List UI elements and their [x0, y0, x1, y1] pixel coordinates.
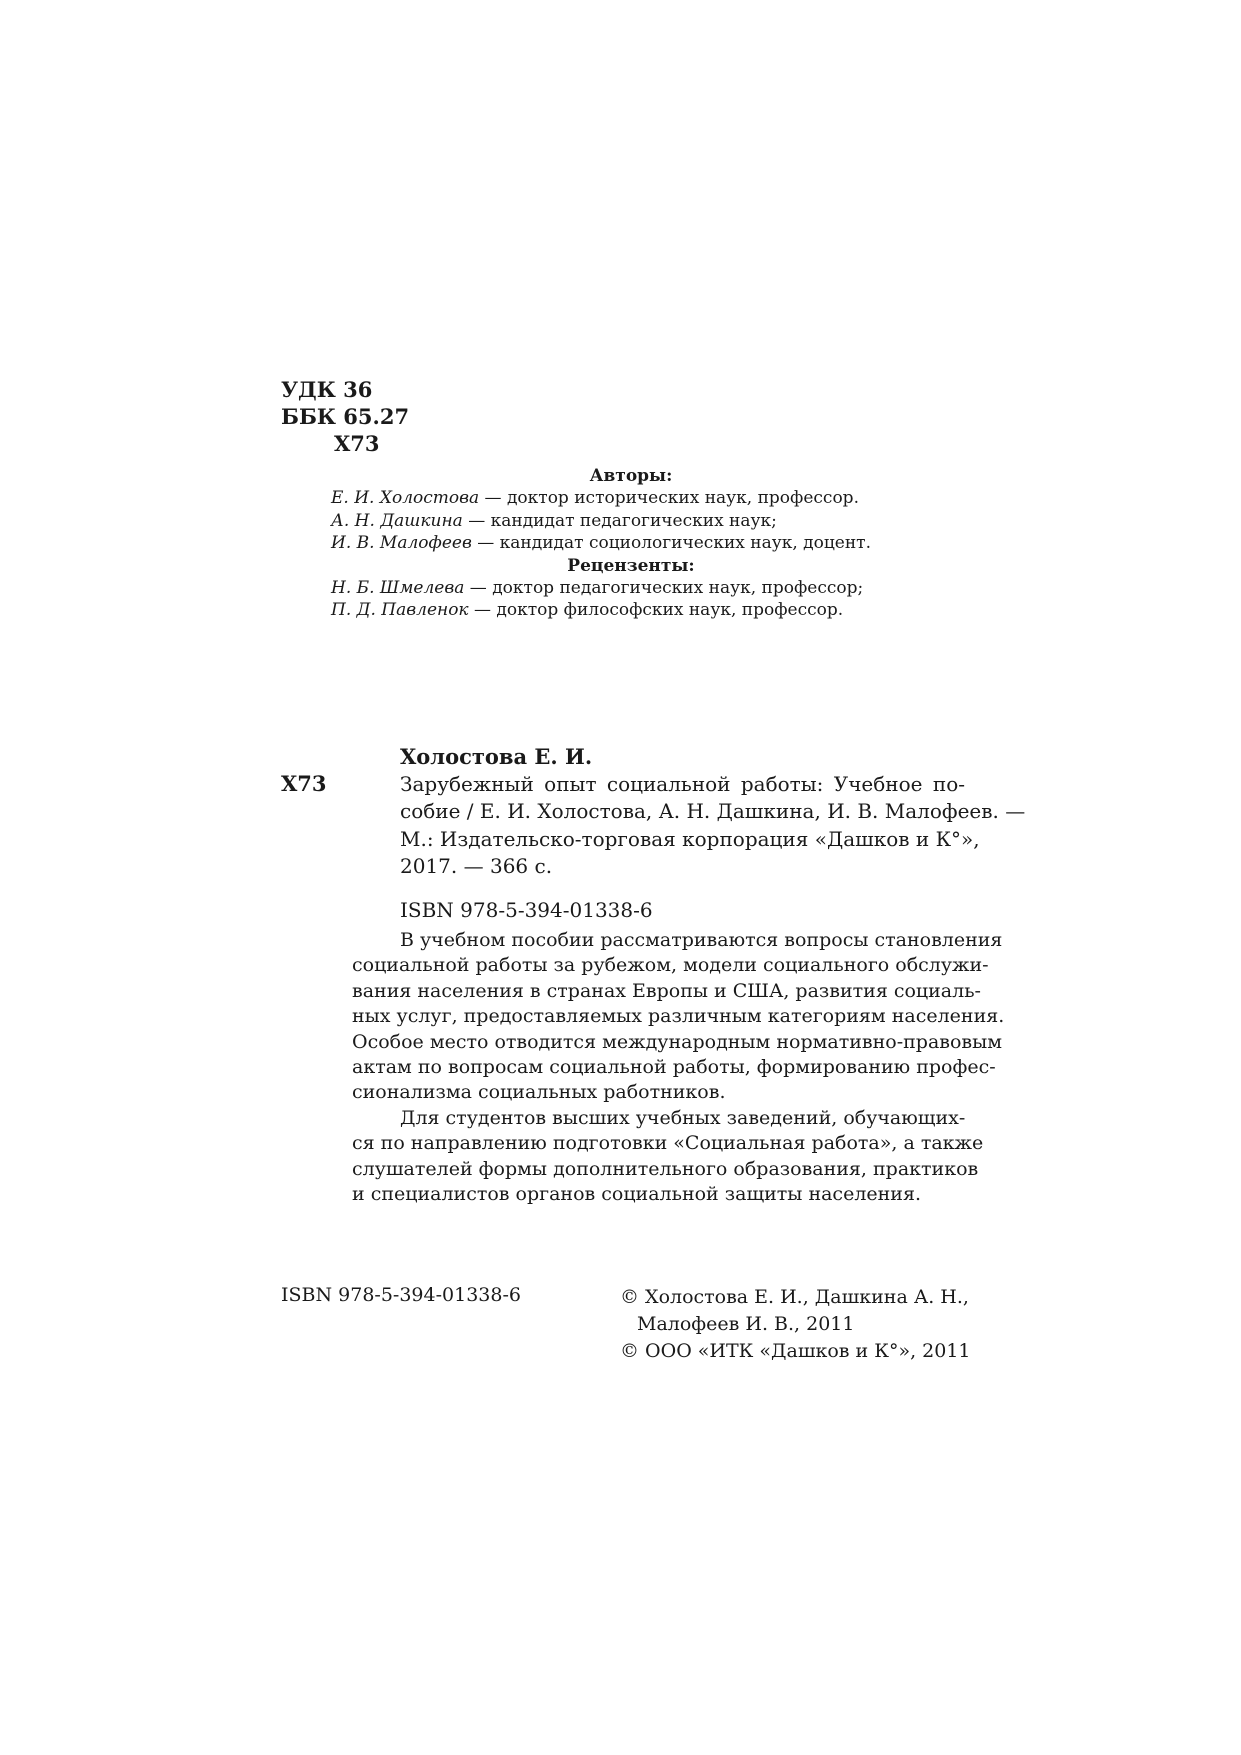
- author-mark: Х73: [334, 431, 380, 456]
- annotation-line: В учебном пособии рассматриваются вопросы становления: [400, 929, 1003, 951]
- annotation-line: вания населения в странах Европы и США, развития социаль-: [352, 979, 981, 1002]
- record-line: 2017. — 366 с.: [400, 854, 553, 878]
- author-line: Е. И. Холостова — доктор исторических наук, профессор.: [331, 488, 859, 509]
- footer-isbn: ISBN 978-5-394-01338-6: [281, 1284, 521, 1306]
- annotation-line: ся по направлению подготовки «Социальная работа», а также: [352, 1132, 984, 1155]
- copyright-authors: © Холостова Е. И., Дашкина А. Н.,: [620, 1286, 969, 1308]
- author-line: И. В. Малофеев — кандидат социологических наук, доцент.: [331, 533, 871, 554]
- annotation-line: Для студентов высших учебных заведений, обучающих-: [400, 1106, 966, 1129]
- record-line: М.: Издательско-торговая корпорация «Дашков и К°»,: [400, 826, 980, 851]
- udk-code: УДК 36: [281, 377, 373, 402]
- annotation-line: актам по вопросам социальной работы, формированию профес-: [352, 1056, 996, 1079]
- annotation-line: социальной работы за рубежом, модели социального обслужи-: [352, 954, 989, 977]
- reviewer-line: П. Д. Павленок — доктор философских наук, профессор.: [331, 600, 844, 621]
- bbk-code: ББК 65.27: [281, 404, 410, 429]
- annotation: [352, 928, 1005, 1207]
- annotation-line: Особое место отводится международным нормативно-правовым: [352, 1030, 1003, 1053]
- bibliography-mark: Х73: [281, 771, 327, 796]
- classification-codes: [281, 376, 409, 457]
- copyright-publisher: © ООО «ИТК «Дашков и К°», 2011: [620, 1340, 971, 1362]
- author-line: А. Н. Дашкина — кандидат педагогических наук;: [331, 510, 777, 531]
- reviewer-line: Н. Б. Шмелева — доктор педагогических наук, профессор;: [331, 578, 864, 599]
- authors-heading: Авторы:: [589, 466, 673, 486]
- record-line: Зарубежный опыт социальной работы: Учебное по-: [400, 771, 965, 796]
- annotation-line: сионализма социальных работников.: [352, 1081, 726, 1104]
- reviewers-heading: Рецензенты:: [567, 555, 695, 576]
- copyright-authors-cont: Малофеев И. В., 2011: [637, 1313, 855, 1335]
- copyright-block: [620, 1284, 971, 1365]
- record-isbn: ISBN 978-5-394-01338-6: [400, 897, 653, 922]
- credits-block: [331, 465, 931, 622]
- record-author: Холостова Е. И.: [400, 744, 593, 769]
- record-line: собие / Е. И. Холостова, А. Н. Дашкина, И. В. Малофеев. —: [400, 799, 1026, 823]
- annotation-line: ных услуг, предоставляемых различным категориям населения.: [352, 1005, 1005, 1028]
- annotation-line: и специалистов органов социальной защиты населения.: [352, 1183, 921, 1206]
- bibliographic-record: [400, 743, 1026, 924]
- annotation-line: слушателей формы дополнительного образования, практиков: [352, 1157, 979, 1180]
